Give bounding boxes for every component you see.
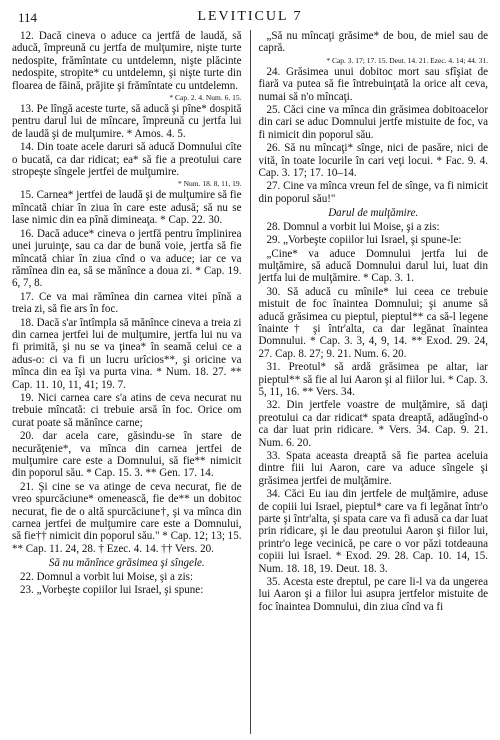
verse-paragraph: 22. Domnul a vorbit lui Moise, şi a zis: bbox=[20, 570, 194, 583]
page-header bbox=[12, 8, 488, 26]
cross-reference: * Cap. 3. 17; 17. 15. Deut. 14. 21. Ezec. 4. 14; 44. 31. bbox=[326, 55, 488, 65]
verse-paragraph: 13. Pe lîngă aceste turte, să aducă şi pîne* dospită pentru darul lui de mîncare, împreună cu jertfa lui de laudă şi de mulţumire. * Amos. 4. 5. bbox=[12, 103, 242, 140]
text-columns bbox=[12, 30, 488, 734]
section-heading: Să nu mănînce grăsimea şi sîngele. bbox=[48, 557, 205, 570]
verse-paragraph: 18. Dacă s'ar întîmpla să mănînce cineva a treia zi din carnea jertfei lui de mulţumire, jertfa lui nu va fi primită, şi nu se va ţinea* în seamă celui ce a adus-o: ci va fi un lucru urîcios**, şi oricine va mînca din ea îşi va purta vina. * Num. 18. 27. ** Cap. 11. 10, 11, 41; 19. 7. bbox=[12, 316, 242, 391]
verse-paragraph: 16. Dacă aduce* cineva o jertfă pentru împlinirea unei juruinţe, sau ca dar de bună voie, jertfa să fie mîncată chiar în ziua cînd o va aduce; iar ce va rămînea din ea, să se mănînce a doua zi. * Cap. 19. 6, 7, 8. bbox=[12, 227, 242, 290]
verse-paragraph: 17. Ce va mai rămînea din carnea vitei pînă a treia zi, să fie ars în foc. bbox=[12, 290, 242, 316]
verse-paragraph: „Să nu mîncaţi grăsime* de bou, de miel sau de capră. bbox=[258, 30, 488, 55]
verse-paragraph: 12. Dacă cineva o aduce ca jertfă de laudă, să aducă, împreună cu jertfa de mulţumire, nişte turte nedospite, frămîntate cu untdelemn, nişte plăcinte nedospite, stropite* cu untdelemn, şi nişte turte din floarea de făină, prăjite şi frămîntate cu untdelemn. bbox=[12, 30, 242, 92]
verse-paragraph: 35. Acesta este dreptul, pe care li-l va da ungerea lui Aaron şi a fiilor lui asupra jertfelor mistuite de foc înaintea Domnului, din ziua cînd va fi bbox=[258, 576, 488, 613]
verse-paragraph: 34. Căci Eu iau din jertfele de mulţămire, aduse de copiii lui Israel, pieptul* care va fi legănat într'o parte şi într'alta, şi spata care va fi adusă ca dar luat prin ridicare, şi le dau preotului Aaron şi fiilor lui, printr'o lege vecinică, pe care o vor păzi totdeauna copiii lui Israel. * Exod. 29. 28. Cap. 10. 14, 15. Num. 18. 18, 19. Deut. 18. 3. bbox=[258, 488, 488, 575]
cross-reference: * Cap. 2. 4. Num. 6. 15. bbox=[169, 93, 242, 103]
verse-paragraph: 29. „Vorbeşte copiilor lui Israel, şi spune-le: bbox=[266, 234, 462, 247]
verse-paragraph: 28. Domnul a vorbit lui Moise, şi a zis: bbox=[266, 220, 440, 233]
verse-paragraph: „Cine* va aduce Domnului jertfa lui de mulţămire, să aducă Domnului darul lui, luat din jertfa lui de mulţămire. * Cap. 3. 1. bbox=[258, 247, 488, 285]
section-heading: Darul de mulţămire. bbox=[328, 207, 419, 220]
verse-paragraph: 32. Din jertfele voastre de mulţămire, să daţi preotului ca dar ridicat* spata dreaptă, adăugînd-o ca dar luat prin ridicare. * Vers. 34. Cap. 9. 21. Num. 6. 20. bbox=[258, 399, 488, 449]
left-column bbox=[12, 30, 250, 734]
page-number: 114 bbox=[18, 10, 38, 25]
verse-paragraph: 33. Spata aceasta dreaptă să fie partea aceluia dintre fiii lui Aaron, care va aduce sîngele şi grăsimea jertfei de mulţămire. bbox=[258, 450, 488, 487]
verse-paragraph: 25. Căci cine va mînca din grăsimea dobitoacelor din cari se aduc Domnului jertfe mistuite de foc, va fi nimicit din poporul său. bbox=[258, 104, 488, 141]
verse-paragraph: 26. Să nu mîncaţi* sînge, nici de pasăre, nici de vită, în toate locurile în cari veţi locui. * Fac. 9. 4. Cap. 3. 17; 17. 10–14. bbox=[258, 142, 488, 180]
page-title: LEVITICUL 7 bbox=[197, 9, 303, 24]
verse-paragraph: 15. Carnea* jertfei de laudă şi de mulţumire să fie mîncată chiar în ziua în care este adusă; să nu se lase nimic din ea pînă dimineaţa. * Cap. 22. 30. bbox=[12, 189, 242, 227]
verse-paragraph: 20. dar acela care, găsindu-se în stare de necurăţenie*, va mînca din carnea jertfei de mulţumire care este a Domnului, să fie** nimicit din poporul său. * Cap. 15. 3. ** Gen. 17. 14. bbox=[12, 430, 242, 480]
right-column bbox=[250, 30, 489, 734]
verse-paragraph: 27. Cine va mînca vreun fel de sînge, va fi nimicit din poporul său!" bbox=[258, 180, 488, 205]
verse-paragraph: 14. Din toate acele daruri să aducă Domnului cîte o bucată, ca dar ridicat; ea* să fie a preotului care stropeşte sîngele jertfei de mulţumire. bbox=[12, 141, 242, 179]
verse-paragraph: 21. Şi cine se va atinge de ceva necurat, fie de vreo spurcăciune* omenească, fie de** un dobitoc necurat, fie de o altă spurcăciune†, şi va mînca din carnea jertfei de mulţumire care este a Domnului, să fie†† nimicit din poporul său." * Cap. 12; 13; 15. ** Cap. 11. 24, 28. † Ezec. 4. 14. †† Vers. 20. bbox=[12, 480, 242, 555]
verse-paragraph: 30. Să aducă cu mînile* lui ceea ce trebuie mistuit de foc înaintea Domnului; şi anume să aducă grăsimea cu pieptul, pieptul** ca să-l legene înainte† şi într'alta, ca dar legănat înaintea Domnului. * Cap. 3. 3, 4, 9, 14. ** Exod. 29. 24, 27. Cap. 8. 27; 9. 21. Num. 6. 20. bbox=[258, 285, 488, 360]
cross-reference: * Num. 18. 8, 11, 19. bbox=[178, 179, 242, 189]
verse-paragraph: 24. Grăsimea unui dobitoc mort sau sfîşiat de fiară va putea să fie întrebuinţată la orice alt ceva, numai să n'o mîncaţi. bbox=[258, 65, 488, 103]
verse-paragraph: 19. Nici carnea care s'a atins de ceva necurat nu trebuie mîncată: ci trebuie arsă în foc. Orice om curat poate să mănînce carne; bbox=[12, 391, 242, 429]
verse-paragraph: 23. „Vorbeşte copiilor lui Israel, şi spune: bbox=[20, 584, 204, 597]
verse-paragraph: 31. Preotul* să ardă grăsimea pe altar, iar pieptul** să fie al lui Aaron şi al fiilor lui. * Cap. 3. 5, 11, 16. ** Vers. 34. bbox=[258, 361, 488, 398]
